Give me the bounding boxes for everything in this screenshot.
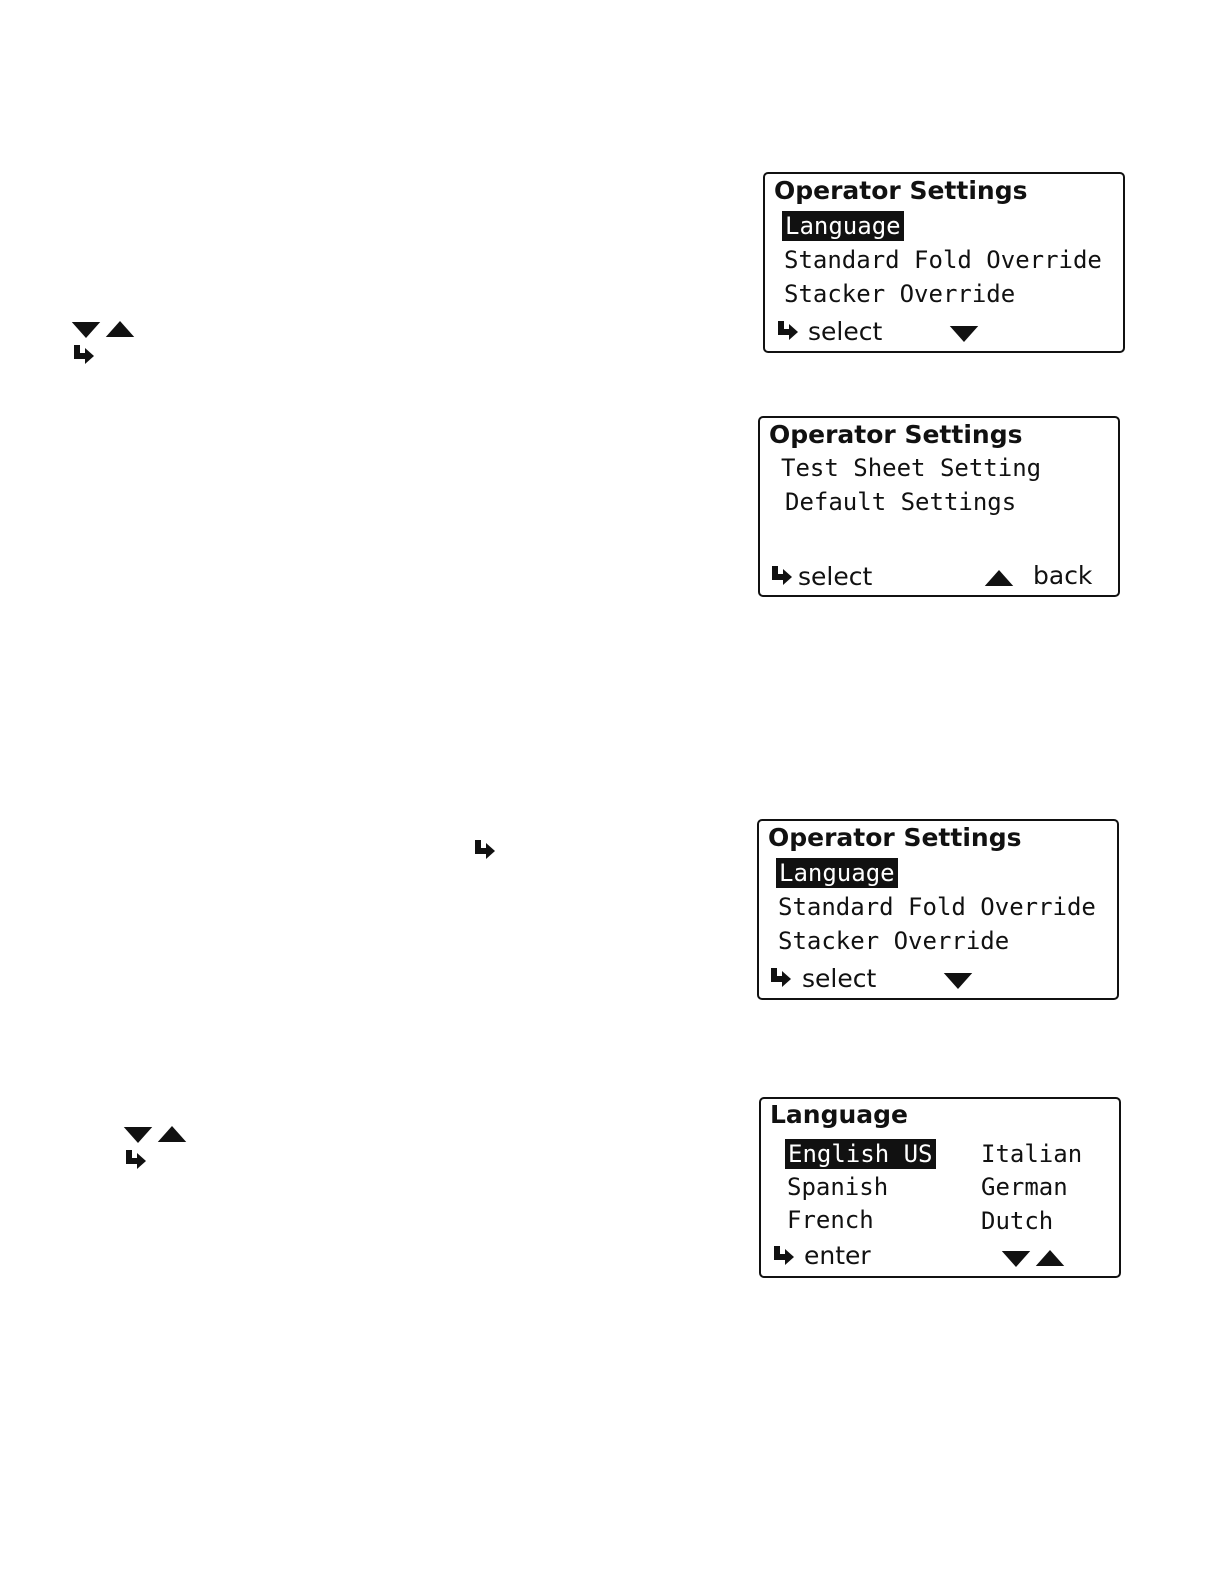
enter-arrow-icon xyxy=(776,321,798,343)
language-option-german[interactable]: German xyxy=(981,1173,1068,1201)
menu-item-default-settings[interactable]: Default Settings xyxy=(785,488,1017,516)
screen-title: Operator Settings xyxy=(774,176,1028,205)
down-triangle-icon[interactable] xyxy=(948,326,980,342)
enter-arrow-icon xyxy=(72,345,94,367)
screen-title: Operator Settings xyxy=(768,823,1022,852)
back-label: back xyxy=(1033,561,1093,590)
select-label: select xyxy=(808,317,883,346)
menu-item-language[interactable]: Language xyxy=(782,211,904,241)
menu-item-standard-fold-override[interactable]: Standard Fold Override xyxy=(778,893,1096,921)
language-option-italian[interactable]: Italian xyxy=(981,1140,1083,1168)
up-triangle-icon xyxy=(156,1126,188,1142)
down-triangle-icon[interactable] xyxy=(1000,1251,1032,1267)
lcd-screen-operator-settings-1 xyxy=(763,172,1125,353)
enter-arrow-icon xyxy=(772,1246,794,1268)
enter-arrow-icon xyxy=(770,566,792,588)
enter-arrow-icon xyxy=(124,1150,146,1172)
lcd-screen-language xyxy=(759,1097,1121,1278)
lcd-screen-operator-settings-2 xyxy=(758,416,1120,597)
select-label: select xyxy=(802,964,877,993)
menu-item-stacker-override[interactable]: Stacker Override xyxy=(784,280,1016,308)
enter-label: enter xyxy=(804,1241,871,1270)
screen-title: Language xyxy=(770,1100,909,1129)
language-option-french[interactable]: French xyxy=(787,1206,874,1234)
lcd-screen-operator-settings-3 xyxy=(757,819,1119,1000)
menu-item-standard-fold-override[interactable]: Standard Fold Override xyxy=(784,246,1102,274)
language-option-english-us[interactable]: English US xyxy=(785,1139,936,1169)
language-option-dutch[interactable]: Dutch xyxy=(981,1207,1054,1235)
up-triangle-icon xyxy=(104,321,136,337)
menu-item-test-sheet-setting[interactable]: Test Sheet Setting xyxy=(781,454,1042,482)
enter-arrow-icon xyxy=(473,840,495,862)
up-triangle-icon[interactable] xyxy=(983,570,1015,586)
up-triangle-icon[interactable] xyxy=(1034,1250,1066,1266)
screen-title: Operator Settings xyxy=(769,420,1023,449)
language-option-spanish[interactable]: Spanish xyxy=(787,1173,889,1201)
menu-item-stacker-override[interactable]: Stacker Override xyxy=(778,927,1010,955)
enter-arrow-icon xyxy=(769,968,791,990)
select-label: select xyxy=(798,562,873,591)
down-triangle-icon xyxy=(122,1127,154,1143)
down-triangle-icon xyxy=(70,322,102,338)
menu-item-language[interactable]: Language xyxy=(776,858,898,888)
down-triangle-icon[interactable] xyxy=(942,973,974,989)
